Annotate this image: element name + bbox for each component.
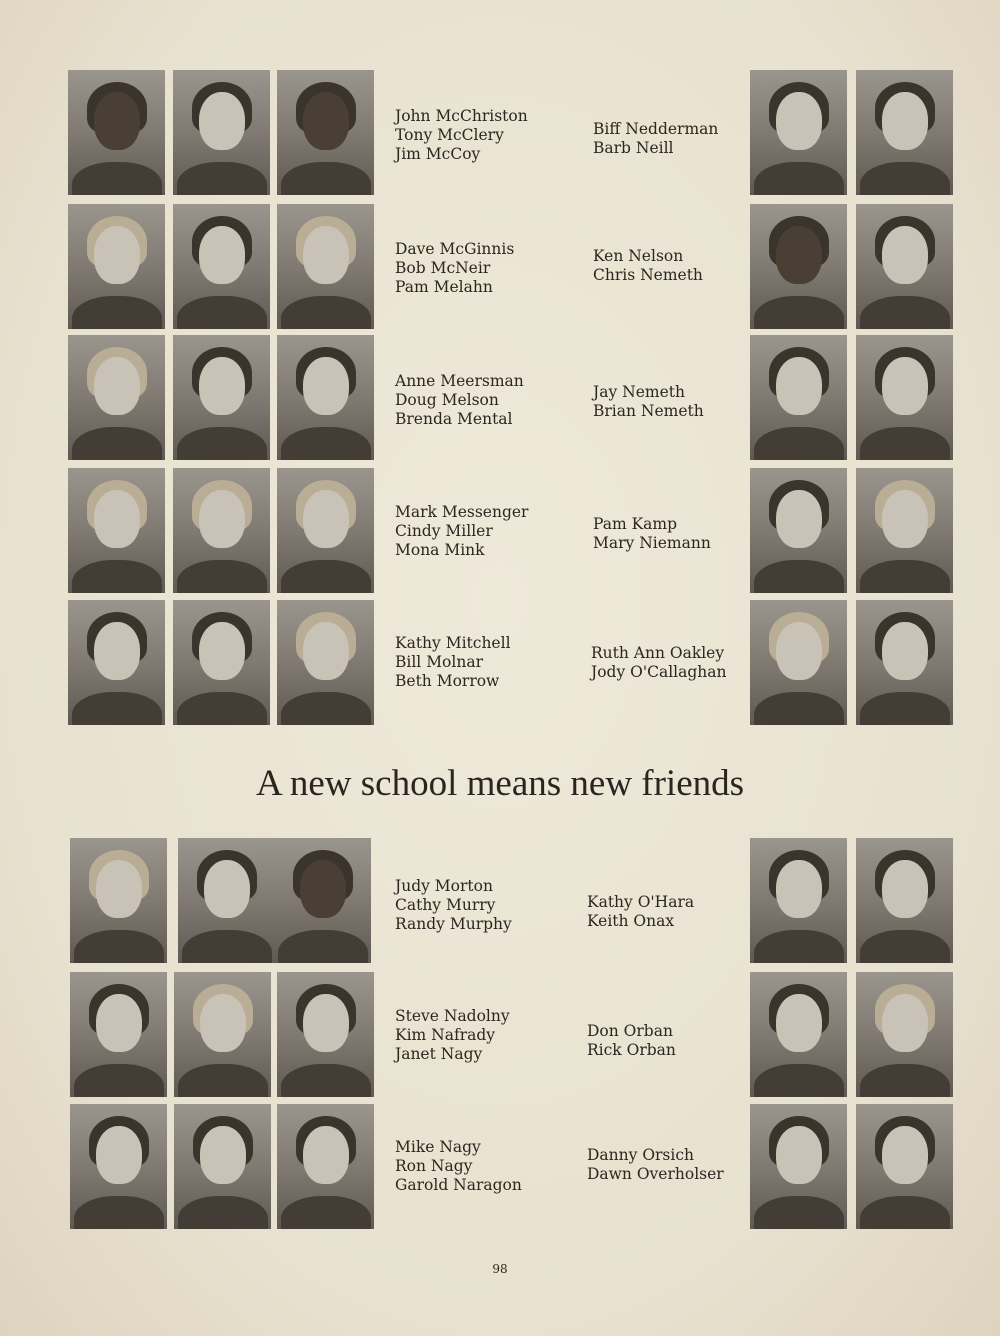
name-group xyxy=(395,877,512,934)
portrait-photo xyxy=(856,70,953,195)
student-name: Bob McNeir xyxy=(395,259,491,277)
portrait-photo xyxy=(856,204,953,329)
student-name: Anne Meersman xyxy=(395,372,524,390)
portrait-photo xyxy=(68,70,165,195)
page-title: A new school means new friends xyxy=(255,763,745,804)
portrait-photo xyxy=(856,335,953,460)
portrait-photo xyxy=(68,600,165,725)
name-group xyxy=(591,644,727,682)
student-name: Jim McCoy xyxy=(395,145,481,163)
portrait-photo xyxy=(173,204,270,329)
portrait-photo xyxy=(856,600,953,725)
portrait-photo xyxy=(277,204,374,329)
portrait-photo xyxy=(277,468,374,593)
portrait-photo xyxy=(70,1104,167,1229)
student-name: Bill Molnar xyxy=(395,653,483,671)
student-name: Pam Kamp xyxy=(593,515,678,533)
portrait-photo xyxy=(750,600,847,725)
portrait-photo xyxy=(173,335,270,460)
portrait-photo xyxy=(70,838,167,963)
student-name: Doug Melson xyxy=(395,391,499,409)
portrait-photo xyxy=(750,838,847,963)
name-group xyxy=(395,240,514,297)
portrait-photo xyxy=(178,838,275,963)
student-name: Cathy Murry xyxy=(395,896,496,914)
student-name: Mona Mink xyxy=(395,541,485,559)
portrait-photo xyxy=(856,1104,953,1229)
student-name: Ron Nagy xyxy=(395,1157,473,1175)
portrait-photo xyxy=(174,972,271,1097)
portrait-photo xyxy=(173,468,270,593)
name-group xyxy=(593,247,703,285)
student-name: Pam Melahn xyxy=(395,278,493,296)
portrait-photo xyxy=(750,1104,847,1229)
student-name: Cindy Miller xyxy=(395,522,493,540)
student-name: Mike Nagy xyxy=(395,1138,481,1156)
student-name: Jody O'Callaghan xyxy=(591,663,727,681)
student-name: Judy Morton xyxy=(395,877,493,895)
name-group xyxy=(593,383,704,421)
name-group xyxy=(395,503,528,560)
portrait-photo xyxy=(274,838,371,963)
student-name: Keith Onax xyxy=(587,912,675,930)
portrait-photo xyxy=(856,972,953,1097)
portrait-photo xyxy=(173,70,270,195)
name-group xyxy=(593,120,718,158)
portrait-photo xyxy=(174,1104,271,1229)
student-name: Don Orban xyxy=(587,1022,673,1040)
portrait-photo xyxy=(750,204,847,329)
portrait-photo xyxy=(277,70,374,195)
student-name: Beth Morrow xyxy=(395,672,500,690)
portrait-photo xyxy=(277,1104,374,1229)
student-name: Rick Orban xyxy=(587,1041,676,1059)
portrait-photo xyxy=(68,335,165,460)
name-group xyxy=(587,893,694,931)
portrait-photo xyxy=(68,468,165,593)
name-group xyxy=(395,107,528,164)
portrait-photo xyxy=(277,335,374,460)
student-name: Kathy O'Hara xyxy=(587,893,695,911)
student-name: Mary Niemann xyxy=(593,534,711,552)
student-name: John McChriston xyxy=(395,107,528,125)
portrait-photo xyxy=(750,468,847,593)
student-name: Barb Neill xyxy=(593,139,674,157)
portrait-photo xyxy=(856,838,953,963)
student-name: Ruth Ann Oakley xyxy=(591,644,725,662)
name-group xyxy=(587,1146,724,1184)
portrait-photo xyxy=(856,468,953,593)
student-name: Mark Messenger xyxy=(395,503,529,521)
student-name: Biff Nedderman xyxy=(593,120,719,138)
student-name: Chris Nemeth xyxy=(593,266,703,284)
portrait-photo xyxy=(750,70,847,195)
page-number: 98 xyxy=(492,1262,508,1276)
student-name: Kathy Mitchell xyxy=(395,634,511,652)
student-name: Dave McGinnis xyxy=(395,240,515,258)
portrait-photo xyxy=(750,335,847,460)
name-group xyxy=(587,1022,676,1060)
student-name: Jay Nemeth xyxy=(593,383,685,401)
student-name: Ken Nelson xyxy=(593,247,684,265)
name-group xyxy=(395,1007,510,1064)
portrait-photo xyxy=(277,600,374,725)
portrait-photo xyxy=(750,972,847,1097)
student-name: Randy Murphy xyxy=(395,915,512,933)
student-name: Danny Orsich xyxy=(587,1146,695,1164)
student-name: Brenda Mental xyxy=(395,410,513,428)
portrait-photo xyxy=(277,972,374,1097)
student-name: Garold Naragon xyxy=(395,1176,522,1194)
portrait-photo xyxy=(68,204,165,329)
portrait-photo xyxy=(70,972,167,1097)
name-group xyxy=(395,634,511,691)
name-group xyxy=(395,1138,522,1195)
student-name: Tony McClery xyxy=(395,126,504,144)
name-group xyxy=(395,372,524,429)
student-name: Steve Nadolny xyxy=(395,1007,510,1025)
portrait-photo xyxy=(173,600,270,725)
student-name: Dawn Overholser xyxy=(587,1165,724,1183)
student-name: Brian Nemeth xyxy=(593,402,704,420)
student-name: Kim Nafrady xyxy=(395,1026,496,1044)
student-name: Janet Nagy xyxy=(395,1045,483,1063)
name-group xyxy=(593,515,711,553)
